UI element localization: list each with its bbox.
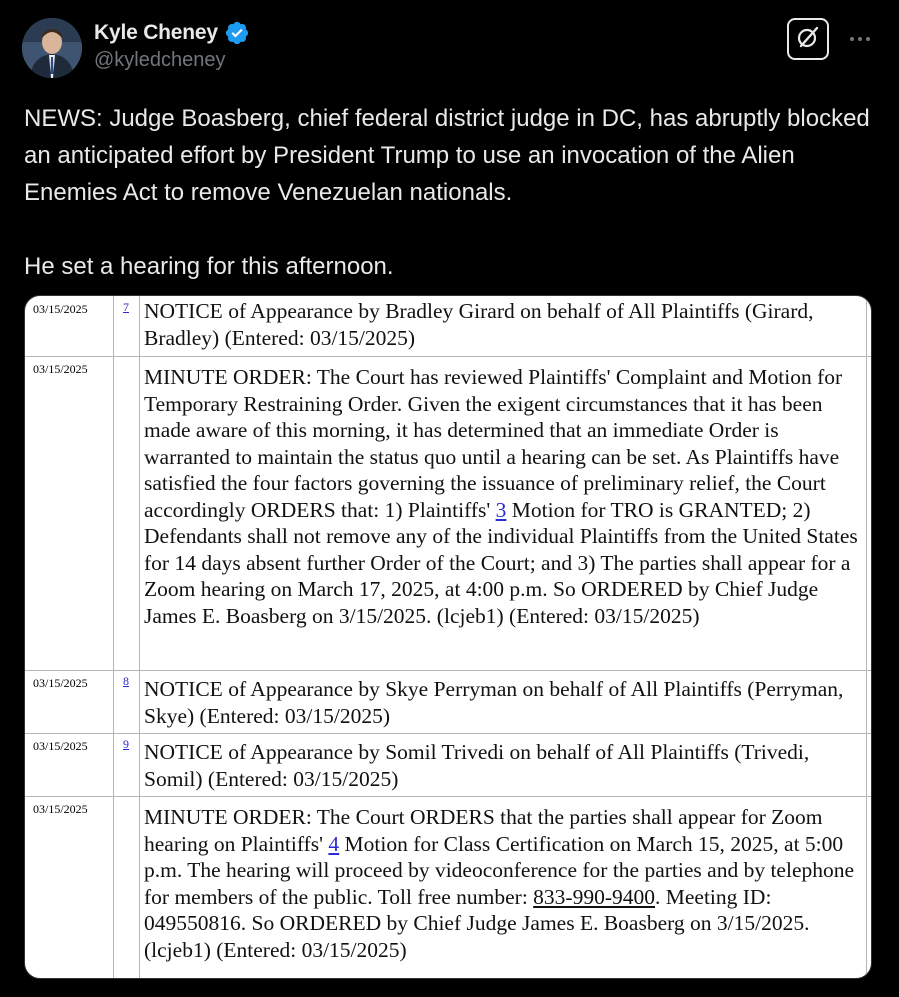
- docket-date: 03/15/2025: [33, 802, 88, 816]
- docket-text: NOTICE of Appearance by Somil Trivedi on behalf of All Plaintiffs (Trivedi, Somil) (Entered: 03/15/2025): [144, 740, 810, 791]
- tweet-paragraph: NEWS: Judge Boasberg, chief federal district judge in DC, has abruptly blocked an anticipated effort by President Trump to use an invocation of the Alien Enemies Act to remove Venezuelan nationals.: [24, 105, 870, 206]
- docket-row: [25, 356, 872, 671]
- docket-date: 03/15/2025: [33, 362, 88, 376]
- docket-row: [25, 733, 872, 797]
- docket-ref-link[interactable]: 4: [328, 831, 340, 856]
- docket-text-part: Motion for TRO is GRANTED; 2) Defendants shall not remove any of the individual Plaintiffs from the United States for 14 days absent further Order of the Court; and 3) The parties shall appear for a Zoom hearing on March 17, 2025, at 4:00 p.m. So ORDERED by Chief Judge James E. Boasberg on 3/15/2025. (lcjeb1) (Entered: 03/15/2025): [144, 497, 858, 628]
- docket-row: [25, 670, 872, 734]
- grok-button[interactable]: [787, 18, 829, 60]
- avatar[interactable]: [22, 18, 82, 78]
- docket-date: 03/15/2025: [33, 302, 88, 316]
- docket-row: [25, 296, 872, 357]
- more-button[interactable]: [842, 24, 878, 54]
- docket-text: [144, 804, 866, 963]
- verified-badge-icon[interactable]: [224, 20, 250, 46]
- docket-number-link[interactable]: 7: [123, 300, 129, 314]
- attached-image[interactable]: [24, 295, 872, 979]
- tweet-header: [22, 16, 882, 80]
- author-handle[interactable]: @kyledcheney: [94, 49, 226, 71]
- docket-text-part: Motion for Class Certification on March 15, 2025, at 5:00 p.m. The hearing will proceed by videoconference for the parties and by telephone for members of the public. Toll free number:: [144, 831, 855, 909]
- docket-text-part: MINUTE ORDER: The Court ORDERS that the parties shall appear for Zoom hearing on Plaintiffs': [144, 805, 823, 856]
- docket-ref-link[interactable]: 3: [495, 497, 507, 522]
- author-block: [94, 20, 250, 72]
- grok-icon: [795, 24, 821, 55]
- tweet-text: [24, 100, 884, 285]
- docket-row: [25, 796, 872, 979]
- author-display-name[interactable]: Kyle Cheney: [94, 21, 218, 44]
- docket-text-part: MINUTE ORDER: The Court has reviewed Plaintiffs' Complaint and Motion for Temporary Restraining Order. Given the exigent circumstances that it has been made aware of this morning, it has determined that an immediate Order is warranted to maintain the status quo until a hearing can be set. As Plaintiffs have satisfied the four factors governing the issuance of preliminary relief, the Court accordingly ORDERS that: 1) Plaintiffs': [144, 365, 843, 522]
- docket-number-link[interactable]: 9: [123, 737, 129, 751]
- docket-text: NOTICE of Appearance by Bradley Girard on behalf of All Plaintiffs (Girard, Bradley) (Entered: 03/15/2025): [144, 299, 814, 350]
- docket-text: NOTICE of Appearance by Skye Perryman on behalf of All Plaintiffs (Perryman, Skye) (Entered: 03/15/2025): [144, 677, 844, 728]
- docket-date: 03/15/2025: [33, 739, 88, 753]
- docket-text-part: . Meeting ID: 049550816. So ORDERED by Chief Judge James E. Boasberg on 3/15/2025. (lcjeb1) (Entered: 03/15/2025): [144, 884, 810, 962]
- docket-number-link[interactable]: 8: [123, 674, 129, 688]
- more-icon: [848, 30, 872, 48]
- tweet-paragraph: He set a hearing for this afternoon.: [24, 253, 394, 280]
- docket-text: [144, 364, 866, 629]
- docket-date: 03/15/2025: [33, 676, 88, 690]
- toll-free-number[interactable]: 833-990-9400: [533, 884, 655, 909]
